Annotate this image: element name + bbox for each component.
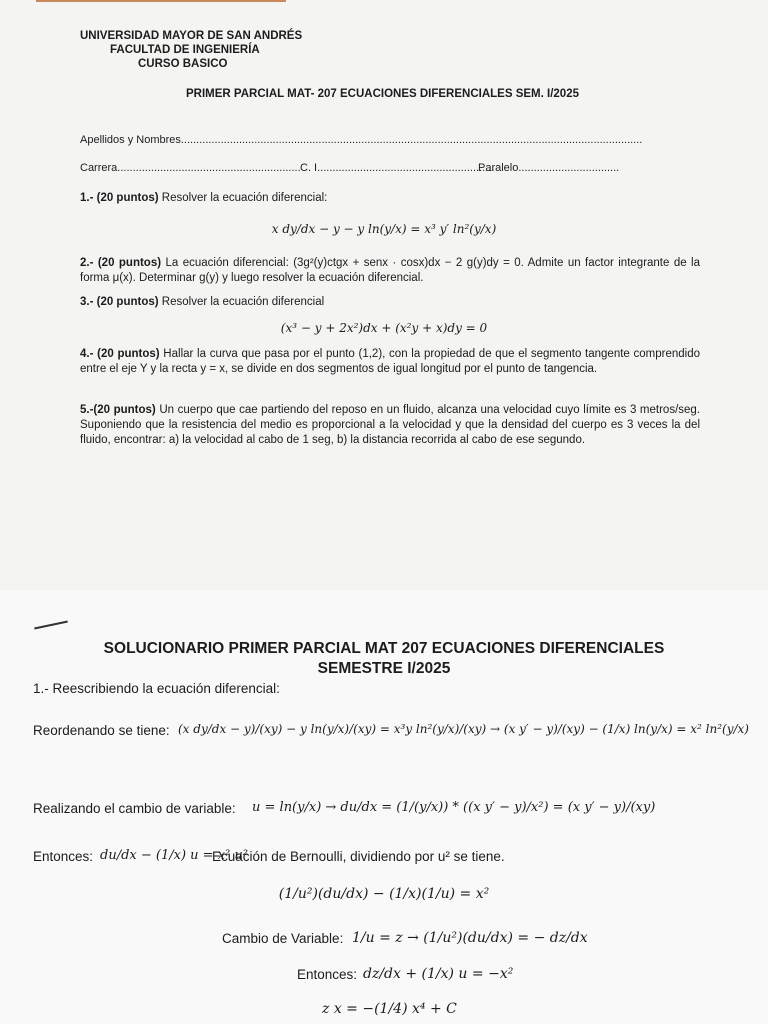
solution-intro: 1.- Reescribiendo la ecuación diferencial: xyxy=(33,681,280,696)
question-2-points: 2.- (20 puntos) xyxy=(80,257,162,269)
question-2-text: La ecuación diferencial: (3g²(y)ctgx + senx · cosx)dx − 2 g(y)dy = 0. Admite un factor integrante de la forma μ(x). Determinar g(y) y luego resolver la ecuación diferencial. xyxy=(80,257,700,284)
solution-sheet xyxy=(0,590,768,1024)
then-equation: du/dx − (1/x) u = x² u² xyxy=(100,848,248,863)
then-2-label: Entonces: xyxy=(297,967,358,982)
question-4-points: 4.- (20 puntos) xyxy=(80,348,160,360)
question-4 xyxy=(80,347,700,377)
question-5-points: 5.-(20 puntos) xyxy=(80,404,156,416)
question-3-equation: (x³ − y + 2x²)dx + (x²y + x)dy = 0 xyxy=(280,321,488,335)
question-4-text: Hallar la curva que pasa por el punto (1,2), con la propiedad de que el segmento tangente comprendido entre el eje Y y la recta y = x, se divide en dos segmentos de igual longitud por el punto de tangencia. xyxy=(80,348,700,375)
reorder-label: Reordenando se tiene: xyxy=(33,723,170,738)
ci-field: C. I.......................................................... xyxy=(300,162,495,174)
change-variable-2-equation: 1/u = z → (1/u²)(du/dx) = − dz/dx xyxy=(352,930,588,946)
final-equation: z x = −(1/4) x⁴ + C xyxy=(322,1001,457,1017)
question-3-points: 3.- (20 puntos) xyxy=(80,296,159,308)
change-variable-equation: u = ln(y/x) → du/dx = (1/(y/x)) * ((x y′ − y)/x²) = (x y′ − y)/(xy) xyxy=(252,800,656,815)
solution-title-line-1: SOLUCIONARIO PRIMER PARCIAL MAT 207 ECUACIONES DIFERENCIALES xyxy=(103,640,665,657)
bernoulli-text: Ecuación de Bernoulli, dividiendo por u² se tiene. xyxy=(212,849,505,864)
question-2 xyxy=(80,256,700,286)
paper-edge-line xyxy=(36,0,286,2)
question-5-text: Un cuerpo que cae partiendo del reposo en un fluido, alcanza una velocidad cuyo límite es 3 metros/seg. Suponiendo que la resistencia del medio es proporcional a la velocidad y que la densidad del cuerpo es 3 veces la del fluido, encontrar: a) la velocidad al cabo de 1 seg, b) la distancia recorrida al cabo de ese segundo. xyxy=(80,404,701,446)
faculty-name: FACULTAD DE INGENIERÍA xyxy=(110,44,260,56)
question-1-text: Resolver la ecuación diferencial: xyxy=(158,192,328,204)
question-1-equation: x dy/dx − y − y ln(y/x) = x³ y′ ln²(y/x) xyxy=(271,222,497,236)
question-5 xyxy=(80,403,700,448)
then-2-equation: dz/dx + (1/x) u = −x² xyxy=(363,966,514,982)
question-3 xyxy=(80,295,700,310)
name-field: Apellidos y Nombres....................................................................................................................................................... xyxy=(80,134,643,146)
then-label: Entonces: xyxy=(33,849,94,864)
reorder-equation: (x dy/dx − y)/(xy) − y ln(y/x)/(xy) = x³y ln²(y/x)/(xy) → (x y′ − y)/(xy) − (1/x) ln(y/x) = x² ln²(y/x) xyxy=(178,722,749,736)
solution-title-line-2: SEMESTRE I/2025 xyxy=(317,660,451,677)
question-1 xyxy=(80,191,700,206)
carrera-field: Carrera............................................................ xyxy=(80,162,301,174)
pen-mark xyxy=(34,620,68,629)
question-1-points: 1.- (20 puntos) xyxy=(80,192,159,204)
change-variable-2-label: Cambio de Variable: xyxy=(222,931,344,946)
change-variable-label: Realizando el cambio de variable: xyxy=(33,801,236,816)
question-3-text: Resolver la ecuación diferencial xyxy=(158,296,325,308)
exam-title: PRIMER PARCIAL MAT- 207 ECUACIONES DIFERENCIALES SEM. I/2025 xyxy=(186,88,579,100)
university-name: UNIVERSIDAD MAYOR DE SAN ANDRÉS xyxy=(80,30,303,42)
paralelo-field: Paralelo................................. xyxy=(478,162,620,174)
course-name: CURSO BASICO xyxy=(138,58,228,70)
divided-equation: (1/u²)(du/dx) − (1/x)(1/u) = x² xyxy=(278,886,490,902)
